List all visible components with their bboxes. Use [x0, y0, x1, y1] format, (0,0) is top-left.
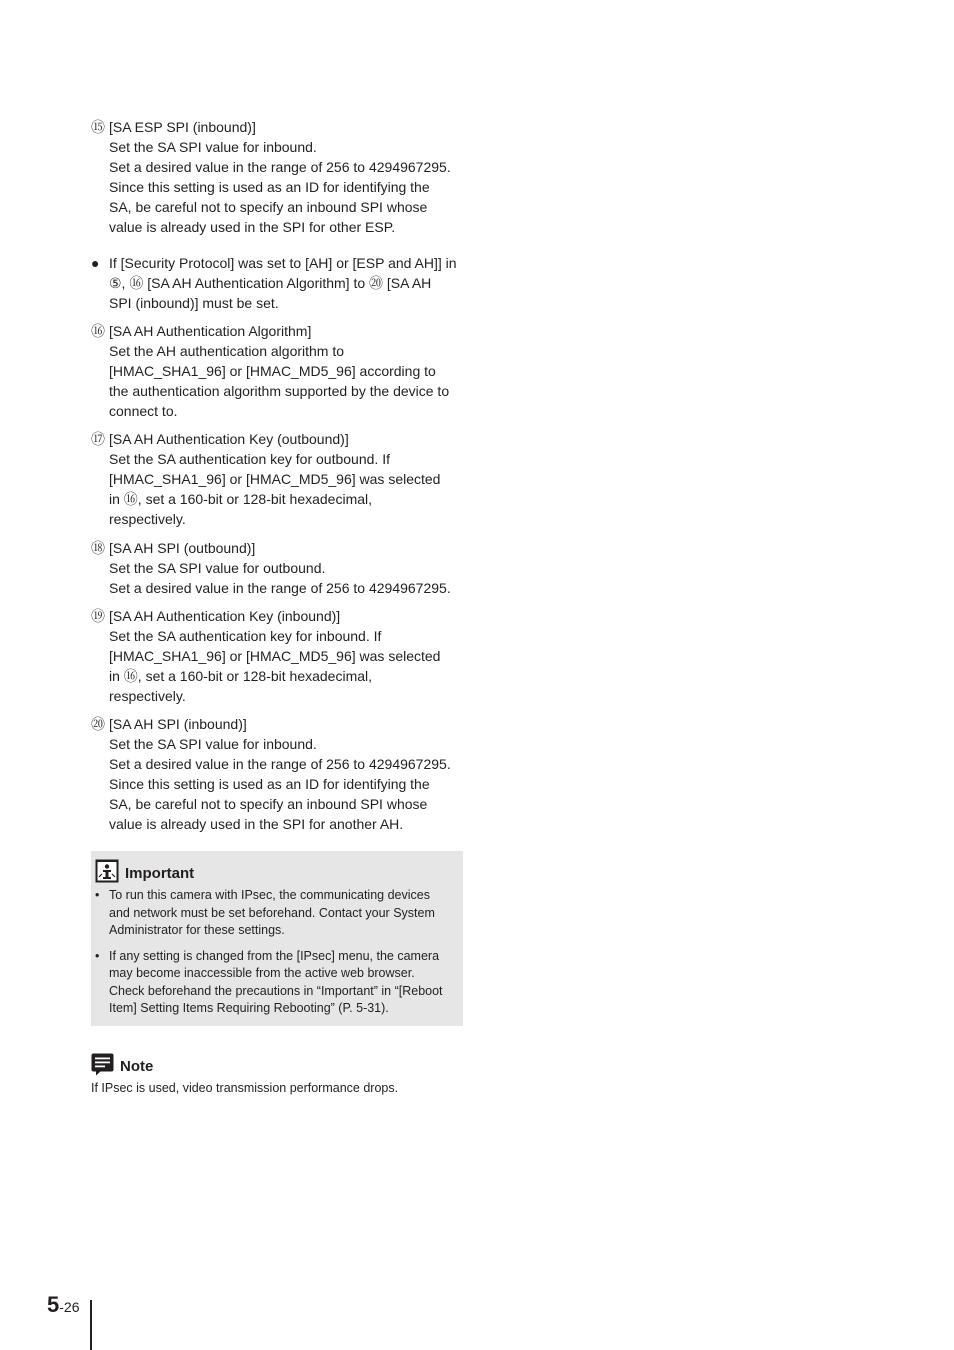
important-line: and network must be set beforehand. Contact your System	[109, 905, 435, 920]
important-title: Important	[125, 864, 195, 882]
page-number	[47, 1292, 79, 1318]
important-list-item	[95, 887, 459, 940]
item-line: Set the SA SPI value for inbound.	[109, 736, 317, 752]
note-icon	[91, 1053, 114, 1080]
item-line: [HMAC_SHA1_96] or [HMAC_MD5_96] according to	[109, 363, 436, 379]
item-number: ⑯	[91, 323, 105, 339]
important-list-item	[95, 948, 459, 1018]
item-line: in ⑯, set a 160-bit or 128-bit hexadecimal,	[109, 668, 373, 684]
setting-item-15	[91, 117, 471, 237]
item-line: Set a desired value in the range of 256 to 4294967295.	[109, 159, 451, 175]
important-heading	[95, 859, 194, 887]
setting-item-17	[91, 429, 471, 529]
item-line: SA, be careful not to specify an inbound SPI whose	[109, 199, 428, 215]
item-line: Since this setting is used as an ID for identifying the	[109, 776, 430, 792]
item-heading: [SA AH Authentication Key (inbound)]	[109, 608, 341, 624]
important-box	[91, 851, 463, 1026]
bullet-dot-icon: •	[95, 888, 100, 902]
important-line: If any setting is changed from the [IPsec] menu, the camera	[109, 948, 440, 963]
important-line: Administrator for these settings.	[109, 923, 285, 937]
item-line: Set the SA authentication key for outbound. If	[109, 451, 390, 467]
setting-item-20	[91, 714, 471, 834]
item-line: the authentication algorithm supported by the device to	[109, 383, 450, 399]
chapter-number: 5	[47, 1292, 60, 1317]
important-icon	[95, 859, 119, 887]
item-line: respectively.	[109, 511, 186, 527]
important-list	[95, 887, 459, 1026]
item-line: Set the SA authentication key for inbound. If	[109, 628, 382, 644]
bullet-dot-icon: •	[95, 948, 100, 963]
bullet-line: If [Security Protocol] was set to [AH] or [ESP and AH]] in	[109, 255, 457, 271]
item-line: SA, be careful not to specify an inbound SPI whose	[109, 796, 428, 812]
item-line: respectively.	[109, 688, 186, 704]
item-line: Set the AH authentication algorithm to	[109, 343, 345, 359]
note-text: If IPsec is used, video transmission performance drops.	[91, 1081, 399, 1095]
setting-item-18	[91, 538, 471, 598]
bullet-line: ⑤, ⑯ [SA AH Authentication Algorithm] to ⑳ [SA AH	[109, 275, 432, 291]
item-line: [HMAC_SHA1_96] or [HMAC_MD5_96] was selected	[109, 471, 441, 487]
item-line: value is already used in the SPI for another AH.	[109, 816, 404, 832]
item-line: Set the SA SPI value for inbound.	[109, 139, 317, 155]
footer-divider	[90, 1300, 92, 1350]
item-heading: [SA AH SPI (outbound)]	[109, 540, 256, 556]
page-number-suffix: -26	[59, 1299, 80, 1315]
item-number: ⑳	[91, 716, 105, 732]
item-line: Set the SA SPI value for outbound.	[109, 560, 326, 576]
important-line: To run this camera with IPsec, the communicating devices	[109, 888, 430, 902]
item-line: [HMAC_SHA1_96] or [HMAC_MD5_96] was selected	[109, 648, 441, 664]
item-line: in ⑯, set a 160-bit or 128-bit hexadecimal,	[109, 491, 373, 507]
item-line: Set a desired value in the range of 256 to 4294967295.	[109, 580, 451, 596]
bullet-line: SPI (inbound)] must be set.	[109, 295, 279, 311]
note-title: Note	[120, 1058, 154, 1075]
important-line: Check beforehand the precautions in “Important” in “[Reboot	[109, 983, 443, 998]
item-number: ⑲	[91, 608, 105, 624]
item-number: ⑰	[91, 431, 105, 447]
item-line: Set a desired value in the range of 256 to 4294967295.	[109, 756, 451, 772]
condition-bullet	[91, 253, 471, 313]
item-line: connect to.	[109, 403, 178, 419]
item-number: ⑱	[91, 540, 105, 556]
important-line: Item] Setting Items Requiring Rebooting” (P. 5-31).	[109, 1001, 389, 1015]
item-heading: [SA AH SPI (inbound)]	[109, 716, 247, 732]
item-line: Since this setting is used as an ID for identifying the	[109, 179, 430, 195]
setting-item-16	[91, 321, 471, 421]
item-heading: [SA ESP SPI (inbound)]	[109, 119, 256, 135]
item-heading: [SA AH Authentication Key (outbound)]	[109, 431, 349, 447]
note-heading	[91, 1053, 153, 1080]
item-heading: [SA AH Authentication Algorithm]	[109, 323, 312, 339]
item-number: ⑮	[91, 119, 105, 135]
item-line: value is already used in the SPI for other ESP.	[109, 219, 396, 235]
setting-item-19	[91, 606, 471, 706]
bullet-dot-icon: ●	[91, 255, 100, 271]
important-line: may become inaccessible from the active web browser.	[109, 966, 415, 980]
